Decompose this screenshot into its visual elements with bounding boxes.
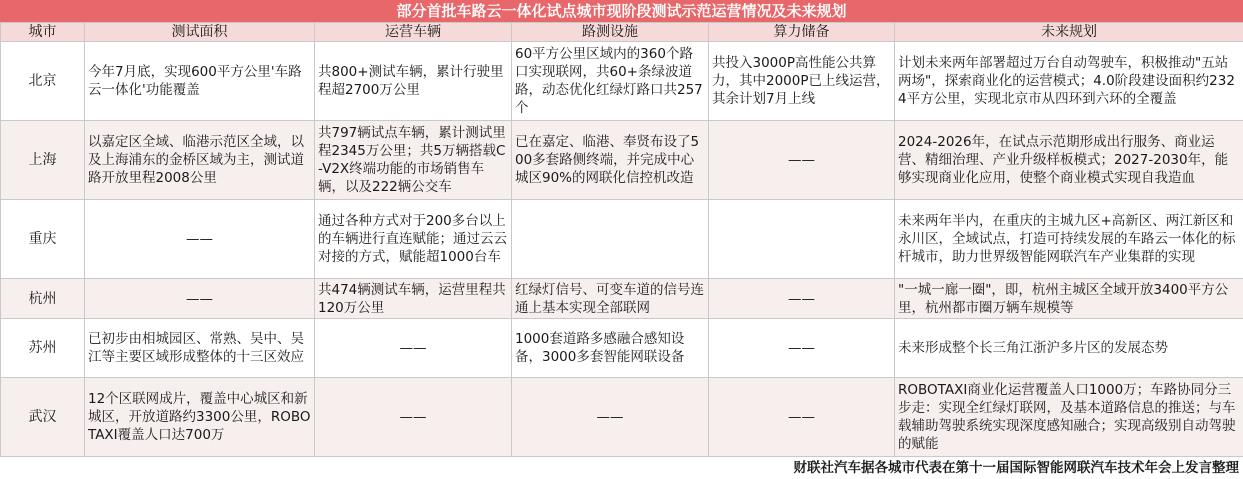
cell-area: 已初步由相城园区、常熟、吴中、吴江等主要区域形成整体的十三区效应	[85, 319, 315, 378]
cell-facilities: ——	[512, 378, 709, 457]
cell-plan: 计划未来两年部署超过万台自动驾驶车，积极推动"五站两场"，探索商业化的运营模式；4.0阶段建设面积约2324平方公里，实现北京市从四环到六环的全覆盖	[895, 42, 1243, 121]
table-row	[1, 200, 1243, 279]
cell-facilities: 1000套道路多感融合感知设备，3000多套智能网联设备	[512, 319, 709, 378]
cell-vehicles: 共797辆试点车辆，累计测试里程2345万公里；共5万辆搭载C-V2X终端功能的市场销售车辆，以及222辆公交车	[315, 121, 512, 200]
header-area: 测试面积	[85, 23, 315, 42]
table-row	[1, 42, 1243, 121]
cell-compute: 共投入3000P高性能公共算力，其中2000P已上线运营，其余计划7月上线	[709, 42, 895, 121]
cell-compute: ——	[709, 121, 895, 200]
cell-plan: "一城一廊一圈"，即，杭州主城区全域开放3400平方公里，杭州都市圈万辆车规模等	[895, 279, 1243, 319]
cell-area: ——	[85, 279, 315, 319]
cell-vehicles: 通过各种方式对于200多台以上的车辆进行直连赋能；通过云云对接的方式，赋能超1000台车	[315, 200, 512, 279]
cell-compute: ——	[709, 378, 895, 457]
header-plan: 未来规划	[895, 23, 1243, 42]
cell-plan: 未来形成整个长三角江浙沪多片区的发展态势	[895, 319, 1243, 378]
table-row	[1, 378, 1243, 457]
table-row	[1, 121, 1243, 200]
header-compute: 算力储备	[709, 23, 895, 42]
cell-area: 12个区联网成片，覆盖中心城区和新城区，开放道路约3300公里，ROBOTAXI覆盖人口达700万	[85, 378, 315, 457]
cell-city: 苏州	[1, 319, 85, 378]
cell-area: 今年7月底，实现600平方公里'车路云一体化'功能覆盖	[85, 42, 315, 121]
cell-vehicles: 共474辆测试车辆，运营里程共120万公里	[315, 279, 512, 319]
header-row	[1, 23, 1243, 42]
cell-facilities: 红绿灯信号、可变车道的信号连通上基本实现全部联网	[512, 279, 709, 319]
cell-plan: ROBOTAXI商业化运营覆盖人口1000万；车路协同分三步走：实现全红绿灯联网，及基本道路信息的推送；与车载辅助驾驶系统实现深度感知融合；实现高级别自动驾驶的赋能	[895, 378, 1243, 457]
table-title: 部分首批车路云一体化试点城市现阶段测试示范运营情况及未来规划	[0, 0, 1243, 22]
cell-city: 北京	[1, 42, 85, 121]
cell-plan: 未来两年半内，在重庆的主城九区+高新区、两江新区和永川区，全域试点，打造可持续发展的车路云一体化的标杆城市，助力世界级智能网联汽车产业集群的实现	[895, 200, 1243, 279]
header-vehicles: 运营车辆	[315, 23, 512, 42]
cell-city: 杭州	[1, 279, 85, 319]
cell-vehicles: ——	[315, 378, 512, 457]
table-row	[1, 319, 1243, 378]
cell-city: 武汉	[1, 378, 85, 457]
cell-compute: ——	[709, 279, 895, 319]
cell-facilities: 60平方公里区域内的360个路口实现联网，共60+条绿波道路，动态优化红绿灯路口共257个	[512, 42, 709, 121]
cell-facilities	[512, 200, 709, 279]
header-facilities: 路测设施	[512, 23, 709, 42]
city-table	[0, 22, 1243, 457]
cell-city: 重庆	[1, 200, 85, 279]
source-note: 财联社汽车据各城市代表在第十一届国际智能网联汽车技术年会上发言整理	[793, 460, 1239, 476]
cell-area: ——	[85, 200, 315, 279]
table-row	[1, 279, 1243, 319]
cell-plan: 2024-2026年，在试点示范期形成出行服务、商业运营、精细治理、产业升级样板模式；2027-2030年，能够实现商业化应用，使整个商业模式实现自我造血	[895, 121, 1243, 200]
cell-area: 以嘉定区全域、临港示范区全域，以及上海浦东的金桥区域为主，测试道路开放里程2008公里	[85, 121, 315, 200]
cell-facilities: 已在嘉定、临港、奉贤布设了500多套路侧终端，并完成中心城区90%的网联化信控机改造	[512, 121, 709, 200]
cell-vehicles: ——	[315, 319, 512, 378]
cell-vehicles: 共800+测试车辆，累计行驶里程超2700万公里	[315, 42, 512, 121]
cell-compute	[709, 200, 895, 279]
cell-compute: ——	[709, 319, 895, 378]
header-city: 城市	[1, 23, 85, 42]
cell-city: 上海	[1, 121, 85, 200]
